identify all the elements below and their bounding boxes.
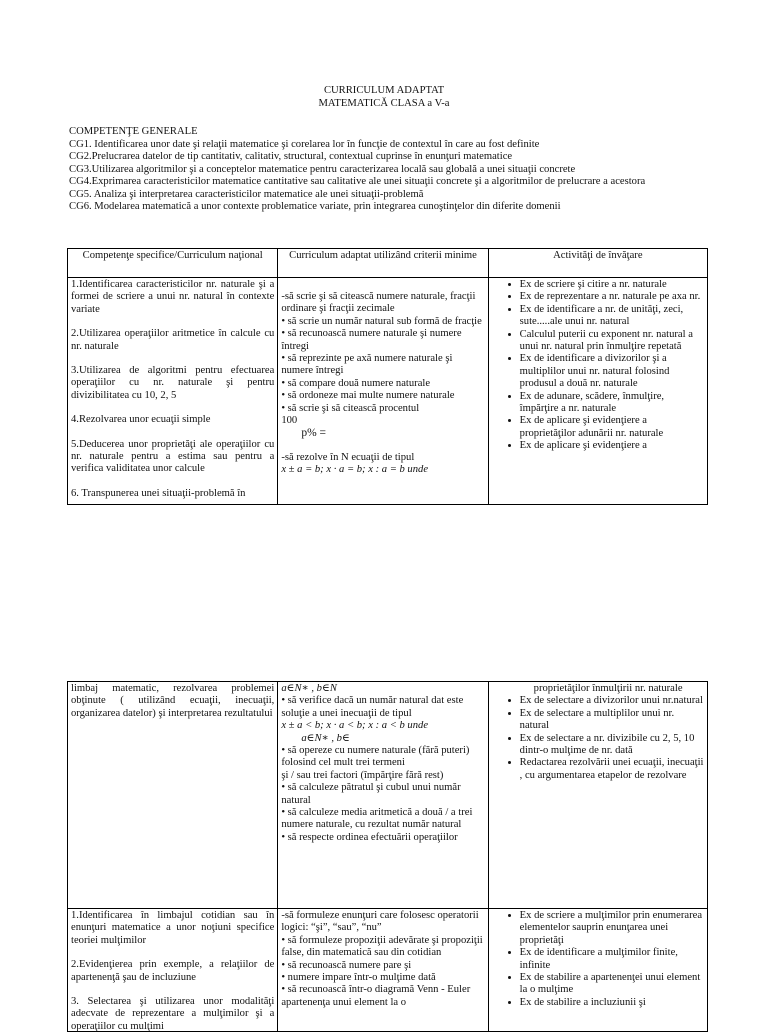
adapted-item: • să calculeze media aritmetică a două / a trei numere naturale, cu rezultat număr natural — [281, 807, 473, 831]
cg-item-3: CG3.Utilizarea algoritmilor şi a conceptelor matematice pentru caracterizarea locală sau globală a unei situaţii concrete — [69, 163, 576, 175]
list-item: • Ex de selectare a divizorilor unui nr.natural — [520, 695, 704, 707]
list-item: • Ex de scriere şi citire a nr. naturale — [520, 279, 704, 291]
list-item: • Ex de identificare a nr. de unităţi, zeci, sute.....ale unui nr. natural — [520, 304, 704, 329]
competence-item: 2.Evidenţierea prin exemple, a relaţiilor de apartenenţă şau de incluziune — [71, 959, 275, 983]
block1-adapted-cell — [278, 278, 488, 505]
activity-list — [492, 695, 704, 782]
title-line-2: MATEMATICĂ CLASA a V-a — [318, 98, 450, 109]
general-competences-heading: COMPETENŢE GENERALE — [69, 126, 198, 137]
percent-formula: p% = — [301, 427, 327, 440]
cg-item-4: CG4.Exprimarea caracteristicilor matematice cantitative sau calitative ale unei situaţii concrete şi a algoritmilor de prelucrare a acestora — [69, 176, 646, 187]
curriculum-table-part-1 — [67, 248, 708, 505]
competence-item: limbaj matematic, rezolvarea problemei obţinute ( utilizând ecuaţii, inecuaţii, organizarea datelor) şi interpretarea rezultatului — [71, 683, 275, 719]
header-learning-activities: Activităţi de învăţare — [488, 249, 707, 278]
header-specific-competences: Competenţe specifice/Curriculum naţional — [68, 249, 278, 278]
list-item: • Redactarea rezolvării unei ecuaţii, inecuaţii , cu argumentarea etapelor de rezolvare — [520, 757, 704, 782]
list-item: • Ex de selectare a nr. divizibile cu 2, 5, 10 dintr-o mulţime de nr. dată — [520, 733, 704, 758]
competence-item: 6. Transpunerea unei situaţii-problemă în — [71, 487, 246, 499]
competence-item: 3.Utilizarea de algoritmi pentru efectuarea operaţiilor cu nr. naturale şi pentru divizibilitatea cu 10, 2, 5 — [71, 365, 275, 401]
block3-adapted-cell — [278, 909, 488, 1032]
block1-activities-cell — [488, 278, 707, 505]
cg-item-2: CG2.Prelucrarea datelor de tip cantitativ, calitativ, structural, contextual cuprinse în enunţuri matematice — [69, 151, 513, 162]
block2-competences-cell — [68, 682, 278, 909]
adapted-item: -să formuleze enunţuri care folosesc operatorii logici: “şi”, “sau”, “nu” — [281, 910, 479, 934]
title-line-1: CURRICULUM ADAPTAT — [323, 85, 445, 96]
header-adapted-curriculum: Curriculum adaptat utilizând criterii minime — [278, 249, 488, 278]
competence-item: 3. Selectarea şi utilizarea unor modalităţi adecvate de reprezentare a mulţimilor şi a operaţiilor cu mulţimi — [71, 996, 275, 1032]
set-condition: a∈N∗ , b∈ — [301, 732, 350, 744]
page-title — [0, 84, 768, 110]
block2-activities-cell — [488, 682, 707, 909]
adapted-item: • să opereze cu numere naturale (fără puteri) folosind cel mult trei termeni — [281, 745, 470, 769]
list-item: • Ex de aplicare şi evidenţiere a proprietăţilor adunării nr. naturale — [520, 415, 704, 440]
list-item: • Ex de identificare a mulţimilor finite, infinite — [520, 947, 704, 972]
competence-item: 4.Rezolvarea unor ecuaţii simple — [71, 414, 211, 426]
table-row — [68, 682, 708, 909]
table-row — [68, 278, 708, 505]
percent-denominator: 100 — [281, 415, 298, 427]
adapted-item: • să formuleze propoziţii adevărate şi propoziţii false, din matematică sau din cotidian — [281, 934, 483, 959]
adapted-item: -să scrie şi să citească numere naturale, fracţii ordinare şi fracţii zecimale — [281, 291, 476, 315]
inequation-types: x ± a < b; x · a < b; x : a < b unde — [281, 720, 429, 732]
block1-competences-cell — [68, 278, 278, 505]
general-competences — [69, 126, 709, 214]
adapted-item: • să compare două numere naturale — [281, 377, 431, 389]
adapted-item: • să recunoască într-o diagramă Venn - Euler apartenenţa unui element la o — [281, 984, 471, 1008]
cg-item-6: CG6. Modelarea matematică a unor contexte problematice variate, prin integrarea cunoştinţelor din diferite domenii — [69, 201, 561, 212]
list-item: • Ex de adunare, scădere, înmulţire, împărţire a nr. naturale — [520, 391, 704, 416]
block2-adapted-cell — [278, 682, 488, 909]
list-item: • Ex de selectare a multiplilor unui nr. natural — [520, 708, 704, 733]
competence-item: 1.Identificarea în limbajul cotidian sau în enunţuri matematice a unor noţiuni specifice teoriei mulţimilor — [71, 910, 275, 946]
adapted-item: • să scrie şi să citească procentul — [281, 402, 420, 414]
adapted-item: • să recunoască numere naturale şi numere întregi — [281, 328, 462, 352]
competence-item: 1.Identificarea caracteristicilor nr. naturale şi a formei de scriere a unui nr. natural în contexte variate — [71, 279, 275, 315]
competence-item: 5.Deducerea unor proprietăţi ale operaţiilor cu nr. naturale pentru a estima sau pentru a verifica validitatea unor calcule — [71, 438, 275, 475]
adapted-item: • să reprezinte pe axă numere naturale şi numere întregi — [281, 353, 453, 377]
adapted-item: • să ordoneze mai multe numere naturale — [281, 390, 455, 402]
adapted-item: şi / sau trei factori (împărţire fără rest) — [281, 769, 444, 781]
adapted-item: • să recunoască numere pare şi — [281, 959, 412, 971]
list-item: • Ex de stabilire a incluziunii şi — [520, 997, 704, 1009]
adapted-item: • să verifice dacă un număr natural dat este soluţie a unei inecuaţii de tipul — [281, 695, 464, 719]
activity-list — [492, 910, 704, 1009]
adapted-item: • numere impare într-o mulţime dată — [281, 972, 436, 984]
adapted-item: • să respecte ordinea efectuării operaţiilor — [281, 831, 458, 843]
table-row — [68, 909, 708, 1032]
activity-list — [492, 279, 704, 453]
set-condition: a∈N∗ , b∈N — [281, 683, 337, 694]
adapted-item: -să rezolve în N ecuaţii de tipul — [281, 451, 415, 463]
cg-item-1: CG1. Identificarea unor date şi relaţii matematice şi corelarea lor în funcţie de contextul în care au fost definite — [69, 138, 540, 150]
list-item: • Calculul puterii cu exponent nr. natural a unui nr. natural prin înmulţire repetată — [520, 329, 704, 354]
list-item: • Ex de scriere a mulţimilor prin enumerarea elementelor sauprin enunţarea unei proprietăţi — [520, 910, 704, 947]
list-item: • Ex de stabilire a apartenenţei unui element la o mulţime — [520, 972, 704, 997]
equation-types: x ± a = b; x · a = b; x : a = b unde — [281, 464, 429, 476]
list-item: • Ex de reprezentare a nr. naturale pe axa nr. — [520, 291, 704, 303]
adapted-item: • să scrie un număr natural sub formă de fracţie — [281, 315, 482, 327]
list-item: • Ex de identificare a divizorilor şi a multiplilor unui nr. natural folosind produsul a două nr. naturale — [520, 353, 704, 390]
block3-competences-cell — [68, 909, 278, 1032]
curriculum-table-part-2 — [67, 681, 708, 1032]
table-header-row — [68, 249, 708, 278]
adapted-item: • să calculeze pătratul şi cubul unui număr natural — [281, 782, 461, 806]
list-item: • Ex de aplicare şi evidenţiere a — [520, 440, 704, 452]
activity-continuation: proprietăţilor înmulţirii nr. naturale — [533, 683, 683, 694]
block3-activities-cell — [488, 909, 707, 1032]
cg-item-5: CG5. Analiza şi interpretarea caracteristicilor matematice ale unei situaţii-problemă — [69, 188, 424, 200]
competence-item: 2.Utilizarea operaţiilor aritmetice în calcule cu nr. naturale — [71, 328, 275, 352]
